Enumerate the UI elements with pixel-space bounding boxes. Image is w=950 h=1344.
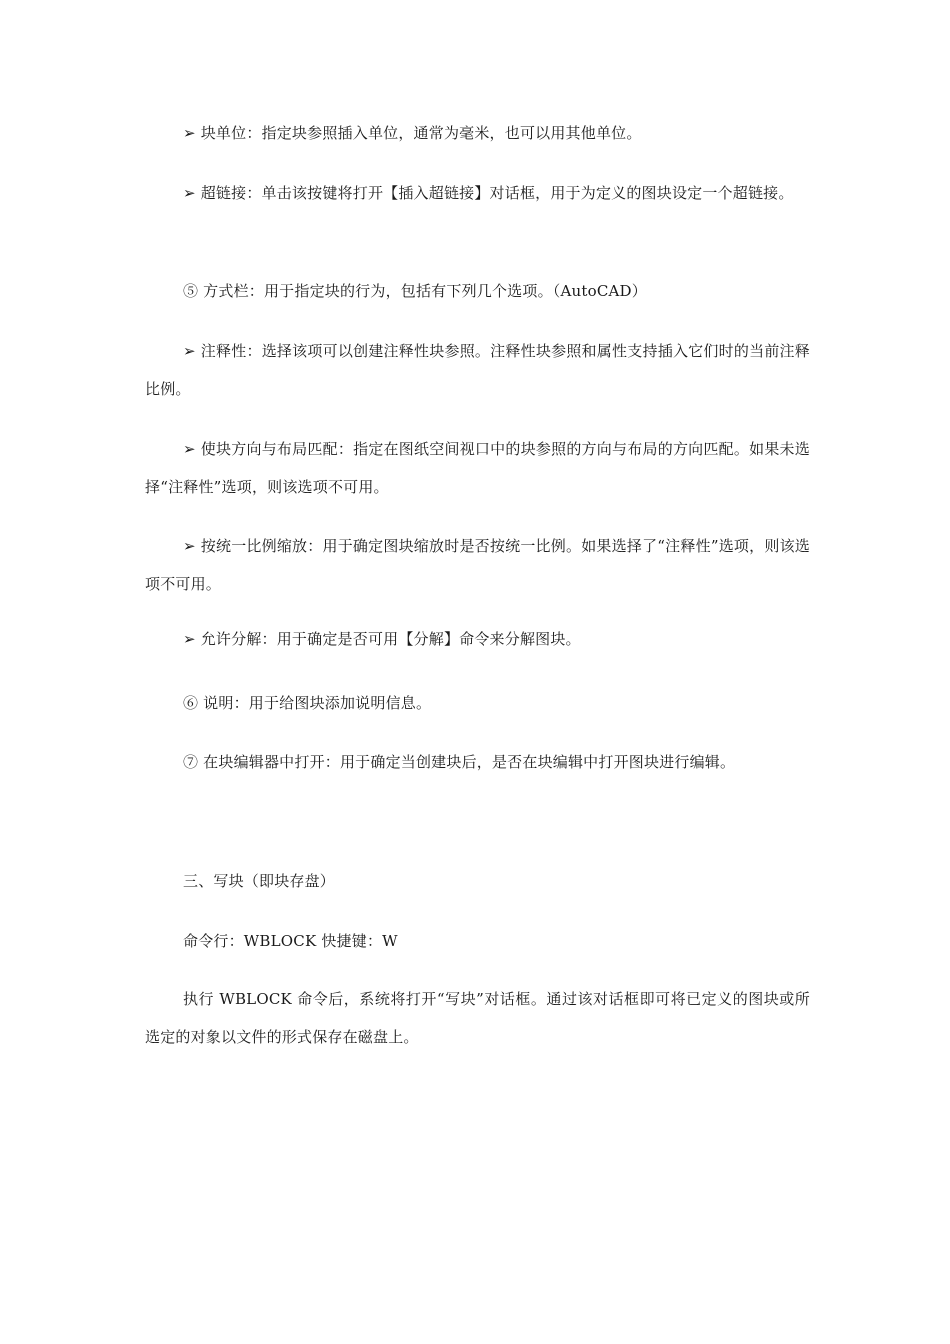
paragraph-hyperlink: ➢ 超链接：单击该按键将打开【插入超链接】对话框，用于为定义的图块设定一个超链接。 [183,184,794,202]
paragraph-wblock-execution: 执行 WBLOCK 命令后，系统将打开“写块”对话框。通过该对话框即可将已定义的图块或所选定的对象以文件的形式保存在磁盘上。 [145,990,810,1046]
paragraph-command-line: 命令行：WBLOCK 快捷键：W [183,932,398,950]
paragraph-annotative: ➢ 注释性：选择该项可以创建注释性块参照。注释性块参照和属性支持插入它们时的当前注释比例。 [145,342,810,398]
paragraph-open-in-editor: ⑦ 在块编辑器中打开：用于确定当创建块后，是否在块编辑中打开图块进行编辑。 [183,753,736,771]
paragraph-description: ⑥ 说明：用于给图块添加说明信息。 [183,694,432,712]
paragraph-uniform-scale: ➢ 按统一比例缩放：用于确定图块缩放时是否按统一比例。如果选择了“注释性”选项，则该选项不可用。 [145,537,810,593]
section-heading-write-block: 三、写块（即块存盘） [183,872,336,890]
paragraph-behavior: ⑤ 方式栏：用于指定块的行为，包括有下列几个选项。（AutoCAD） [183,282,647,300]
paragraph-match-layout: ➢ 使块方向与布局匹配：指定在图纸空间视口中的块参照的方向与布局的方向匹配。如果未选择“注释性”选项，则该选项不可用。 [145,440,810,496]
paragraph-block-unit: ➢ 块单位：指定块参照插入单位，通常为毫米，也可以用其他单位。 [183,124,642,142]
paragraph-allow-explode: ➢ 允许分解：用于确定是否可用【分解】命令来分解图块。 [183,630,581,648]
